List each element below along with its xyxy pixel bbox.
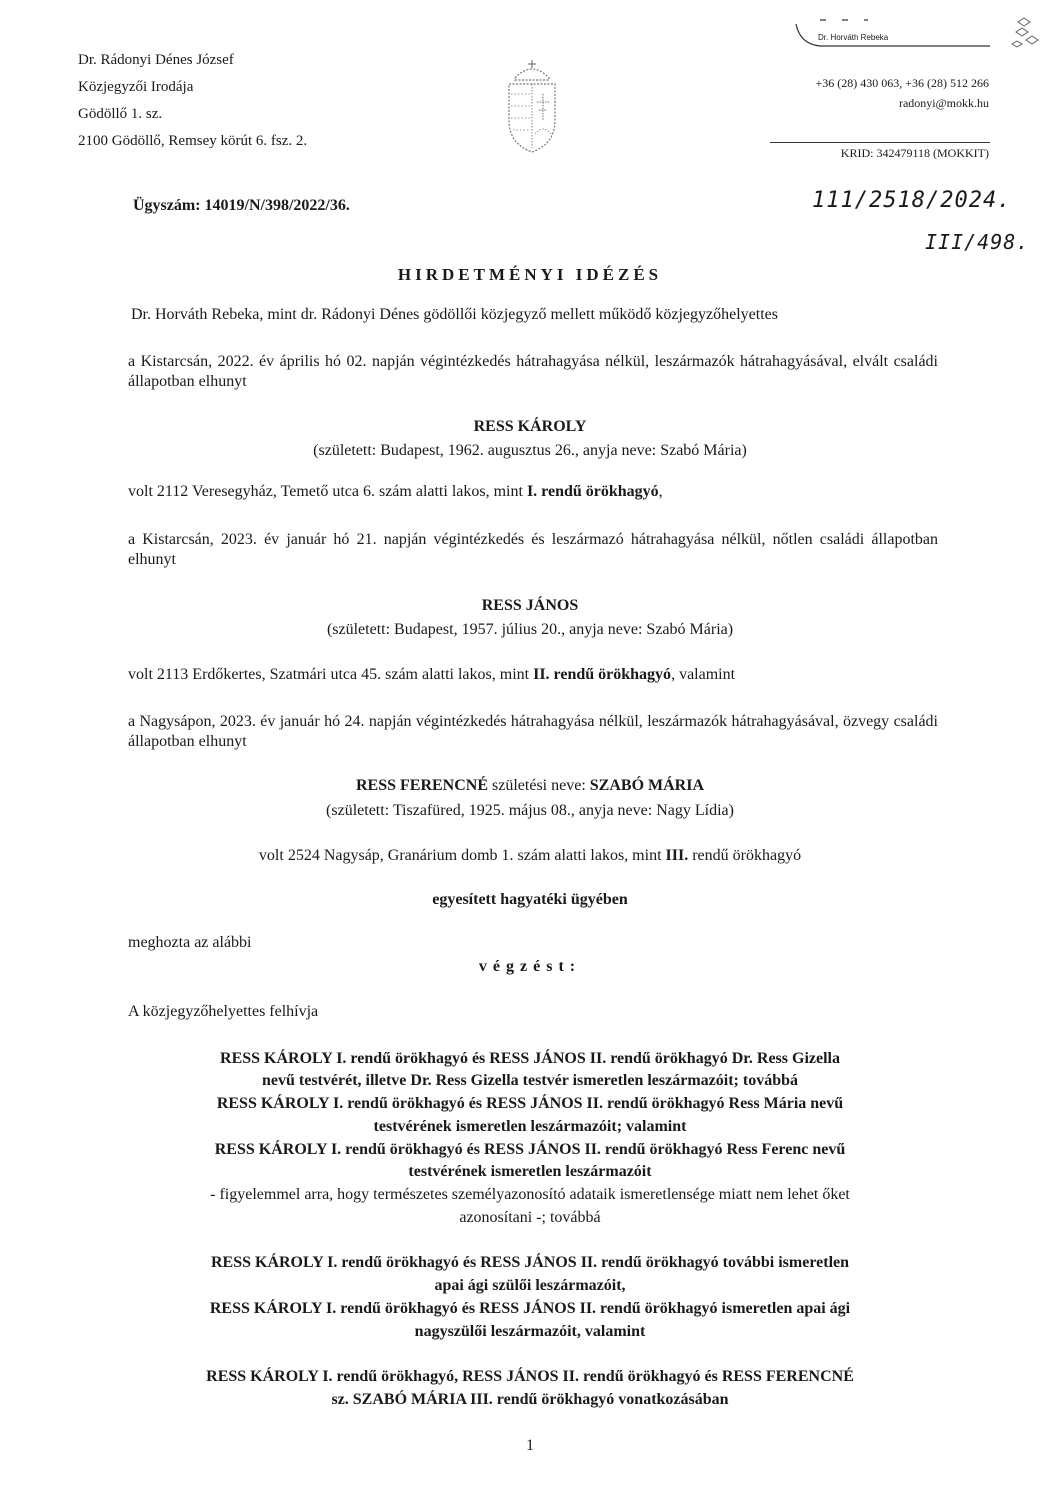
body-line-1: RESS KÁROLY I. rendű örökhagyó és RESS JÁNOS II. rendű örökhagyó Dr. Ress Gizella [220,1050,840,1067]
body-line-4: testvérének ismeretlen leszármazóit; valamint [373,1118,687,1135]
decedent1-address: volt 2112 Veresegyház, Temető utca 6. szám alatti lakos, mint I. rendű örökhagyó, [128,483,663,500]
decedent2-birth-details: (született: Budapest, 1957. július 20., anyja neve: Szabó Mária) [326,621,734,638]
decision-heading: végzést: [478,958,582,975]
decedent1-death-paragraph: a Kistarcsán, 2022. év április hó 02. napján végintézkedés hátrahagyása nélkül, leszármazók hátrahagyásával, elvált családi állapotban elhunyt [128,353,938,390]
intro-paragraph: Dr. Horváth Rebeka, mint dr. Rádonyi Dénes gödöllői közjegyző mellett működő közjegyzőhelyettes [131,306,778,323]
body3-line-1: RESS KÁROLY I. rendű örökhagyó, RESS JÁNOS II. rendű örökhagyó és RESS FERENCNÉ [206,1368,854,1385]
decedent3-death-paragraph: a Nagysápon, 2023. év január hó 24. napján végintézkedés hátrahagyása nélkül, leszármazók hátrahagyásával, özvegy családi állapotban elhunyt [128,713,938,750]
body2-line-3: RESS KÁROLY I. rendű örökhagyó és RESS JÁNOS II. rendű örökhagyó ismeretlen apai ági [209,1300,851,1317]
handwritten-registry-number: 111/2518/2024. [812,188,1012,213]
body-line-8: azonosítani -; továbbá [459,1209,601,1226]
handwritten-sub-number: III/498. [925,230,1030,254]
brought-line: meghozta az alábbi [128,934,252,951]
krid-rule [770,142,990,143]
body-line-2: nevű testvérét, illetve Dr. Ress Gizella testvér ismeretlen leszármazóit; továbbá [262,1072,798,1089]
decedent2-address: volt 2113 Erdőkertes, Szatmári utca 45. szám alatti lakos, mint II. rendű örökhagyó, valamint [128,666,736,683]
coat-of-arms-emblem [503,58,561,154]
body3-line-2: sz. SZABÓ MÁRIA III. rendű örökhagyó vonatkozásában [331,1391,729,1408]
decedent3-birth-details: (született: Tiszafüred, 1925. május 08., anyja neve: Nagy Lídia) [326,802,734,819]
decedent3-name: RESS FERENCNÉ születési neve: SZABÓ MÁRIA [355,777,704,794]
body-line-7: - figyelemmel arra, hogy természetes személyazonosító adataik ismeretlensége miatt nem lehet őket [210,1186,850,1203]
body2-line-2: apai ági szülői leszármazóit, [434,1277,626,1294]
document-title: HIRDETMÉNYI IDÉZÉS [397,265,663,284]
body2-line-4: nagyszülői leszármazóit, valamint [414,1323,646,1340]
decedent3-address: volt 2524 Nagysáp, Granárium domb 1. szám alatti lakos, mint III. rendű örökhagyó [258,847,802,864]
body-line-5: RESS KÁROLY I. rendű örökhagyó és RESS JÁNOS II. rendű örökhagyó Ress Ferenc nevű [214,1141,846,1158]
body2-line-1: RESS KÁROLY I. rendű örökhagyó és RESS JÁNOS II. rendű örökhagyó további ismeretlen [210,1254,850,1271]
case-number: Ügyszám: 14019/N/398/2022/36. [133,197,350,214]
decedent1-name: RESS KÁROLY [473,418,587,435]
decedent2-death-paragraph: a Kistarcsán, 2023. év január hó 21. napján végintézkedés és leszármazó hátrahagyása nélkül, nőtlen családi állapotban elhunyt [128,531,938,568]
body-line-3: RESS KÁROLY I. rendű örökhagyó és RESS JÁNOS II. rendű örökhagyó Ress Mária nevű [216,1095,844,1112]
decedent2-name: RESS JÁNOS [481,597,579,614]
krid-number: KRID: 342479118 (MOKKIT) [840,146,989,160]
phone-numbers: +36 (28) 430 063, +36 (28) 512 266 [815,76,989,90]
body-line-6: testvérének ismeretlen leszármazóit [408,1163,652,1180]
decedent1-birth-details: (született: Budapest, 1962. augusztus 26., anyja neve: Szabó Mária) [313,442,747,459]
office-address: 2100 Gödöllő, Remsey körút 6. fsz. 2. [78,133,308,149]
united-case-line: egyesített hagyatéki ügyében [432,891,628,908]
calls-line: A közjegyzőhelyettes felhívja [128,1003,319,1020]
page-number: 1 [526,1437,534,1454]
office-name: Dr. Rádonyi Dénes József [78,52,234,68]
email-address: radonyi@mokk.hu [898,96,989,110]
signature-stamp-name: Dr. Horváth Rebeka [818,33,889,42]
office-subtitle: Közjegyzői Irodája [78,79,194,95]
office-seat: Gödöllő 1. sz. [78,106,163,122]
